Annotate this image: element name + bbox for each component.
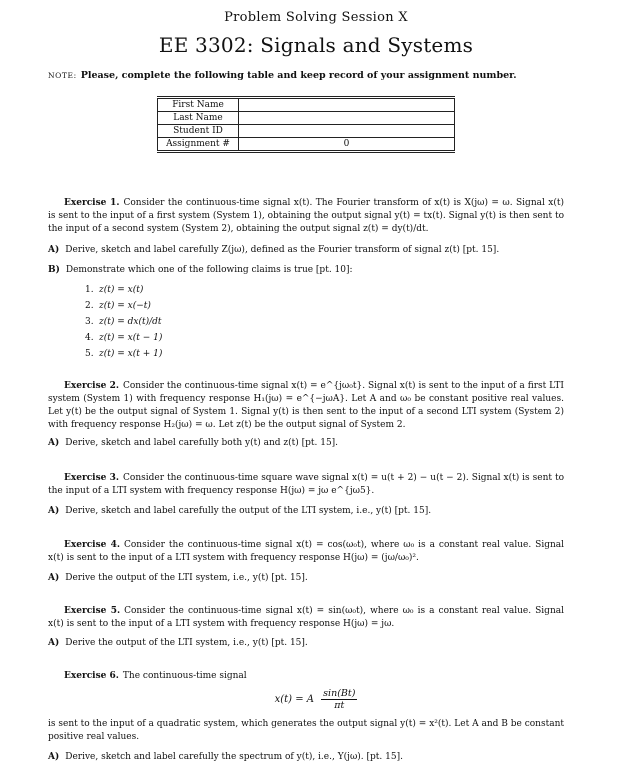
question-text: Derive, sketch and label carefully the spectrum of y(t), i.e., Y(jω). [pt. 15]. xyxy=(65,752,403,762)
table-label: Last Name xyxy=(158,112,239,125)
question-label: A) xyxy=(48,245,60,255)
sinc-equation xyxy=(0,688,632,711)
question-label: A) xyxy=(48,573,60,583)
exercise-text: Consider the continuous-time signal x(t) = e^{jω₀t}. Signal x(t) is sent to the input of a first LTI system (System 1) with frequency response H₁(jω) = e^{−jωA}. Let A and ω₀ be constant positive real values. Let y(t) be the output signal of System 1. Signal y(t) is then sent to the input of a second LTI system (System 2) with frequency response H₂(jω) = ω. Let z(t) be the output signal of System 2. xyxy=(48,381,564,430)
question-text: Derive, sketch and label carefully Z(jω), defined as the Fourier transform of signal z(t) [pt. 15]. xyxy=(65,245,500,255)
equation-fraction xyxy=(321,688,357,711)
table-label: Assignment # xyxy=(158,138,239,152)
question xyxy=(48,751,564,764)
question-label: A) xyxy=(48,438,60,448)
question xyxy=(48,244,564,257)
exercise-3 xyxy=(48,472,564,498)
claims-list xyxy=(85,282,162,362)
question-text: Derive, sketch and label carefully the output of the LTI system, i.e., y(t) [pt. 15]. xyxy=(65,506,432,516)
equation-denominator: πt xyxy=(334,700,345,711)
note-line xyxy=(48,70,517,81)
exercise-text: Consider the continuous-time signal x(t) = sin(ω₀t), where ω₀ is a constant real value. Signal x(t) is sent to the input of a LTI system with frequency response H(jω) = jω. xyxy=(48,606,564,629)
exercise-6-continued xyxy=(48,718,564,744)
question-label: A) xyxy=(48,638,60,648)
equation-numerator: sin(Bt) xyxy=(323,688,356,699)
question xyxy=(48,637,564,650)
exercise-heading: Exercise 5. xyxy=(64,606,121,616)
list-item: 1. z(t) = x(t) xyxy=(85,285,144,295)
exercise-text: Consider the continuous-time signal x(t). The Fourier transform of x(t) is X(jω) = ω. Signal x(t) is sent to the input of a first system (System 1), obtaining the output signal y(t) = tx(t). Signal y(t) is then sent to the input of a second system (System 2), obtaining the output signal z(t) = dy(t)/dt. xyxy=(48,198,564,234)
student-id-field[interactable] xyxy=(239,125,455,138)
question-label: A) xyxy=(48,506,60,516)
note-text: Please, complete the following table and keep record of your assignment number. xyxy=(80,70,517,81)
exercise-heading: Exercise 1. xyxy=(64,198,120,208)
exercise-heading: Exercise 3. xyxy=(64,473,120,483)
exercise-1 xyxy=(48,197,564,236)
exercise-text: The continuous-time signal xyxy=(122,671,247,681)
exercise-text: Consider the continuous-time square wave signal x(t) = u(t + 2) − u(t − 2). Signal x(t) is sent to the input of a LTI system with frequency response H(jω) = jω e^{jω5}. xyxy=(48,473,564,496)
question xyxy=(48,264,564,277)
question-text: Derive, sketch and label carefully both y(t) and z(t) [pt. 15]. xyxy=(65,438,339,448)
question xyxy=(48,572,564,585)
exercise-heading: Exercise 2. xyxy=(64,381,119,391)
question-text: Derive the output of the LTI system, i.e., y(t) [pt. 15]. xyxy=(65,573,308,583)
exercise-5 xyxy=(48,605,564,631)
student-info-table xyxy=(157,96,455,153)
session-title: Problem Solving Session X xyxy=(224,10,408,25)
first-name-field[interactable] xyxy=(239,98,455,112)
last-name-field[interactable] xyxy=(239,112,455,125)
table-row xyxy=(158,125,455,138)
table-row xyxy=(158,138,455,152)
question-label: A) xyxy=(48,752,60,762)
course-title: EE 3302: Signals and Systems xyxy=(158,33,474,57)
exercise-2 xyxy=(48,380,564,432)
table-row xyxy=(158,98,455,112)
question xyxy=(48,437,564,450)
list-item: 2. z(t) = x(−t) xyxy=(85,301,151,311)
table-label: Student ID xyxy=(158,125,239,138)
exercise-text: Consider the continuous-time signal x(t) = cos(ω₀t), where ω₀ is a constant real value. Signal x(t) is sent to the input of a LTI system with frequency response H(jω) = (jω/ω₀)². xyxy=(48,540,565,563)
list-item: 4. z(t) = x(t − 1) xyxy=(85,333,163,343)
table-label: First Name xyxy=(158,98,239,112)
exercise-heading: Exercise 6. xyxy=(64,671,119,681)
table-row xyxy=(158,112,455,125)
list-item: 3. z(t) = dx(t)/dt xyxy=(85,317,162,327)
equation-lhs: x(t) = A xyxy=(274,694,314,705)
exercise-6 xyxy=(48,670,564,683)
assignment-number-field[interactable]: 0 xyxy=(239,138,455,152)
question-text: Derive the output of the LTI system, i.e., y(t) [pt. 15]. xyxy=(65,638,308,648)
question-label: B) xyxy=(48,265,60,275)
exercise-4 xyxy=(48,539,564,565)
exercise-heading: Exercise 4. xyxy=(64,540,120,550)
exercise-text: is sent to the input of a quadratic system, which generates the output signal y(t) = x²(t). Let A and B be constant positive real values. xyxy=(48,719,564,742)
question-text: Demonstrate which one of the following claims is true [pt. 10]: xyxy=(65,265,353,275)
question xyxy=(48,505,564,518)
note-tag: NOTE: xyxy=(48,71,77,80)
list-item: 5. z(t) = x(t + 1) xyxy=(85,349,163,359)
